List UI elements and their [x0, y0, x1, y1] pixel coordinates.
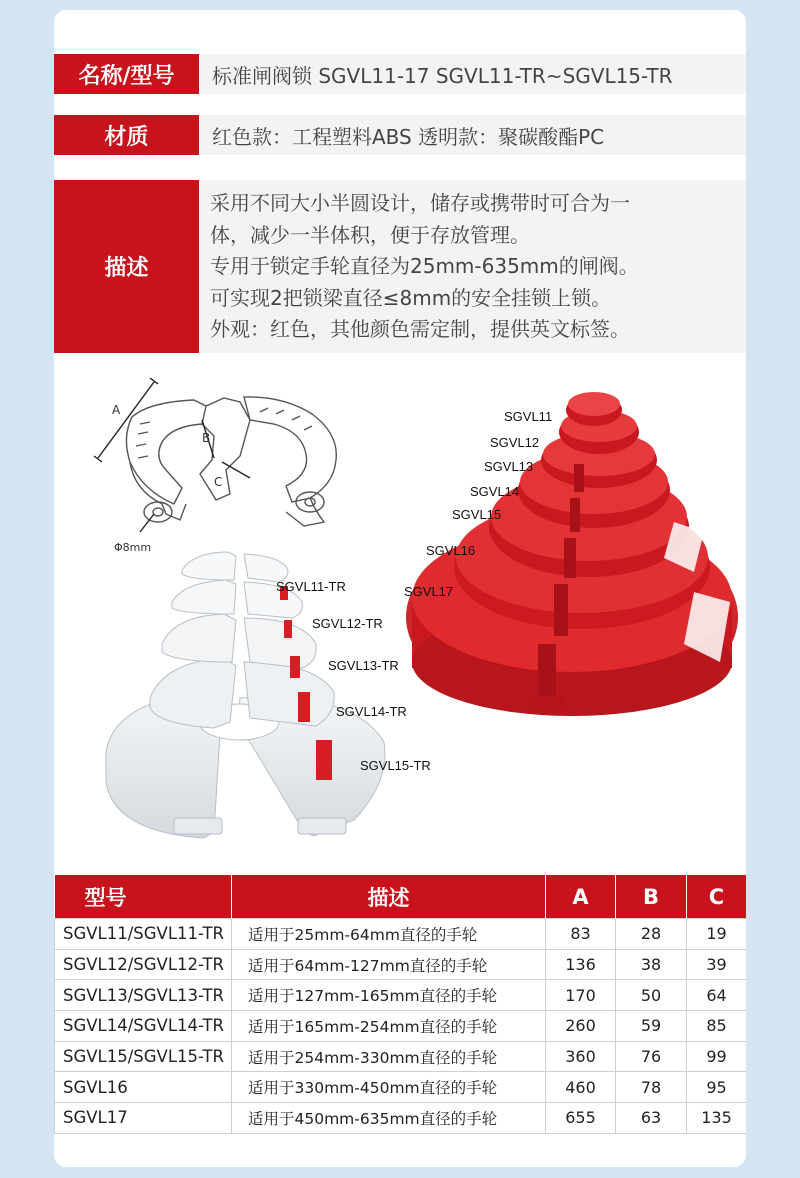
model-label-sgvl12-tr: SGVL12-TR — [312, 616, 383, 631]
cell-a: 460 — [546, 1072, 616, 1103]
cell-model: SGVL11/SGVL11-TR — [55, 919, 232, 950]
description-label: 描述 — [54, 180, 199, 353]
product-photo — [54, 362, 746, 867]
description-text — [210, 188, 742, 346]
cell-c: 95 — [687, 1072, 747, 1103]
header-c: C — [687, 875, 747, 919]
cell-a: 360 — [546, 1041, 616, 1072]
cell-a: 136 — [546, 949, 616, 980]
cell-description: 适用于127mm-165mm直径的手轮 — [232, 980, 546, 1011]
cell-model: SGVL14/SGVL14-TR — [55, 1011, 232, 1042]
cell-description: 适用于450mm-635mm直径的手轮 — [232, 1103, 546, 1134]
dimension-b-label: B — [202, 431, 211, 445]
description-line: 采用不同大小半圆设计，储存或携带时可合为一 — [210, 191, 630, 215]
cell-model: SGVL12/SGVL12-TR — [55, 949, 232, 980]
table-row — [55, 949, 747, 980]
model-label-sgvl11-tr: SGVL11-TR — [276, 579, 346, 594]
cell-c: 64 — [687, 980, 747, 1011]
model-label-sgvl17: SGVL17 — [404, 584, 454, 599]
table-row — [55, 980, 747, 1011]
cell-description: 适用于254mm-330mm直径的手轮 — [232, 1041, 546, 1072]
material-label: 材质 — [54, 115, 199, 155]
dimension-diagram — [94, 378, 336, 532]
model-label-sgvl13-tr: SGVL13-TR — [328, 658, 399, 673]
table-row — [55, 1011, 747, 1042]
cell-model: SGVL13/SGVL13-TR — [55, 980, 232, 1011]
cell-b: 50 — [616, 980, 687, 1011]
cell-b: 78 — [616, 1072, 687, 1103]
dimension-a-label: A — [112, 403, 121, 417]
cell-description: 适用于330mm-450mm直径的手轮 — [232, 1072, 546, 1103]
model-label-sgvl12: SGVL12 — [490, 435, 540, 450]
cell-description: 适用于165mm-254mm直径的手轮 — [232, 1011, 546, 1042]
cell-model: SGVL16 — [55, 1072, 232, 1103]
model-label-sgvl13: SGVL13 — [484, 459, 534, 474]
description-line: 可实现2把锁梁直径≤8mm的安全挂锁上锁。 — [210, 285, 612, 310]
cell-c: 99 — [687, 1041, 747, 1072]
cell-b: 63 — [616, 1103, 687, 1134]
material-row — [54, 115, 746, 155]
name-label: 名称/型号 — [54, 54, 199, 94]
cell-model: SGVL17 — [55, 1103, 232, 1134]
cell-a: 83 — [546, 919, 616, 950]
spec-table — [54, 875, 746, 1134]
cell-c: 135 — [687, 1103, 747, 1134]
cell-b: 59 — [616, 1011, 687, 1042]
table-header-row — [55, 875, 747, 919]
model-label-sgvl16: SGVL16 — [426, 543, 476, 558]
cell-c: 19 — [687, 919, 747, 950]
cell-description: 适用于64mm-127mm直径的手轮 — [232, 949, 546, 980]
description-line: 体，减少一半体积，便于存放管理。 — [210, 222, 530, 247]
cell-b: 28 — [616, 919, 687, 950]
material-value: 红色款：工程塑料ABS 透明款：聚碳酸酯PC — [212, 124, 605, 149]
name-row — [54, 54, 746, 94]
cell-b: 38 — [616, 949, 687, 980]
cell-a: 170 — [546, 980, 616, 1011]
cell-c: 85 — [687, 1011, 747, 1042]
cell-a: 260 — [546, 1011, 616, 1042]
model-label-sgvl14-tr: SGVL14-TR — [336, 704, 407, 719]
header-description: 描述 — [232, 875, 546, 919]
product-illustration — [54, 362, 746, 867]
description-row — [54, 180, 746, 353]
header-b: B — [616, 875, 687, 919]
cell-a: 655 — [546, 1103, 616, 1134]
name-value: 标准闸阀锁 SGVL11-17 SGVL11-TR~SGVL15-TR — [212, 63, 673, 88]
table-row — [55, 1072, 747, 1103]
table-row — [55, 1041, 747, 1072]
model-label-sgvl11: SGVL11 — [504, 409, 553, 424]
dimension-c-label: C — [214, 475, 223, 489]
cell-description: 适用于25mm-64mm直径的手轮 — [232, 919, 546, 950]
product-card — [54, 10, 746, 1167]
clear-lockouts — [106, 552, 385, 838]
model-label-sgvl15-tr: SGVL15-TR — [360, 758, 431, 773]
header-a: A — [546, 875, 616, 919]
model-label-sgvl14: SGVL14 — [470, 484, 520, 499]
hole-diameter-label: Φ8mm — [114, 541, 152, 554]
model-label-sgvl15: SGVL15 — [452, 507, 502, 522]
description-line: 专用于锁定手轮直径为25mm-635mm的闸阀。 — [210, 254, 639, 278]
description-line: 外观：红色，其他颜色需定制，提供英文标签。 — [210, 317, 630, 341]
cell-c: 39 — [687, 949, 747, 980]
header-model: 型号 — [55, 875, 232, 919]
table-row — [55, 919, 747, 950]
cell-model: SGVL15/SGVL15-TR — [55, 1041, 232, 1072]
cell-b: 76 — [616, 1041, 687, 1072]
table-row — [55, 1103, 747, 1134]
